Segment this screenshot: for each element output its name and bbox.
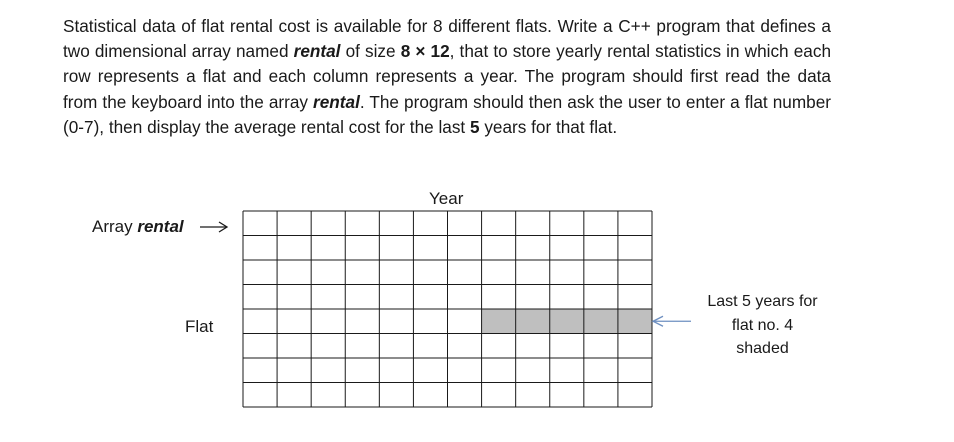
problem-text-2: of size	[340, 41, 401, 62]
shaded-cell	[584, 309, 618, 334]
array-label	[92, 217, 184, 237]
years-count-emphasis: 5	[470, 116, 480, 137]
array-name-emphasis: rental	[293, 41, 341, 62]
right-arrow-icon	[199, 220, 229, 234]
shaded-cell	[550, 309, 584, 334]
note-line: Last 5 years for	[707, 293, 818, 310]
pointer-arrow	[653, 316, 691, 326]
year-axis-label: Year	[429, 189, 464, 208]
problem-text-3: , that to store yearly rental statistics in which each row represents a flat and each column represents a year. The program should first read the data from the keyboard into the array	[63, 41, 832, 112]
shaded-cell	[482, 309, 516, 334]
note-line: flat no. 4	[731, 316, 794, 334]
problem-text-4: . The program should then ask the user to enter a flat number (0-7), then display the average rental cost for the last	[63, 91, 831, 137]
shaded-cell	[618, 309, 652, 334]
shaded-cell	[516, 309, 550, 334]
shaded-note	[690, 290, 835, 361]
array-label-name: rental	[137, 217, 184, 236]
array-label-prefix: Array	[92, 217, 138, 236]
note-line: shaded	[736, 340, 789, 357]
array-grid	[243, 211, 652, 407]
flat-axis-label: Flat	[185, 317, 214, 336]
array-size-emphasis: 8 × 12	[400, 41, 450, 62]
problem-text-1: Statistical data of flat rental cost is available for 8 different flats. Write a C++ program that defines a two dimensional array named	[63, 16, 831, 62]
array-name-emphasis-2: rental	[313, 91, 360, 112]
shaded-cells	[482, 309, 652, 334]
problem-text-5: years for that flat.	[479, 116, 618, 137]
